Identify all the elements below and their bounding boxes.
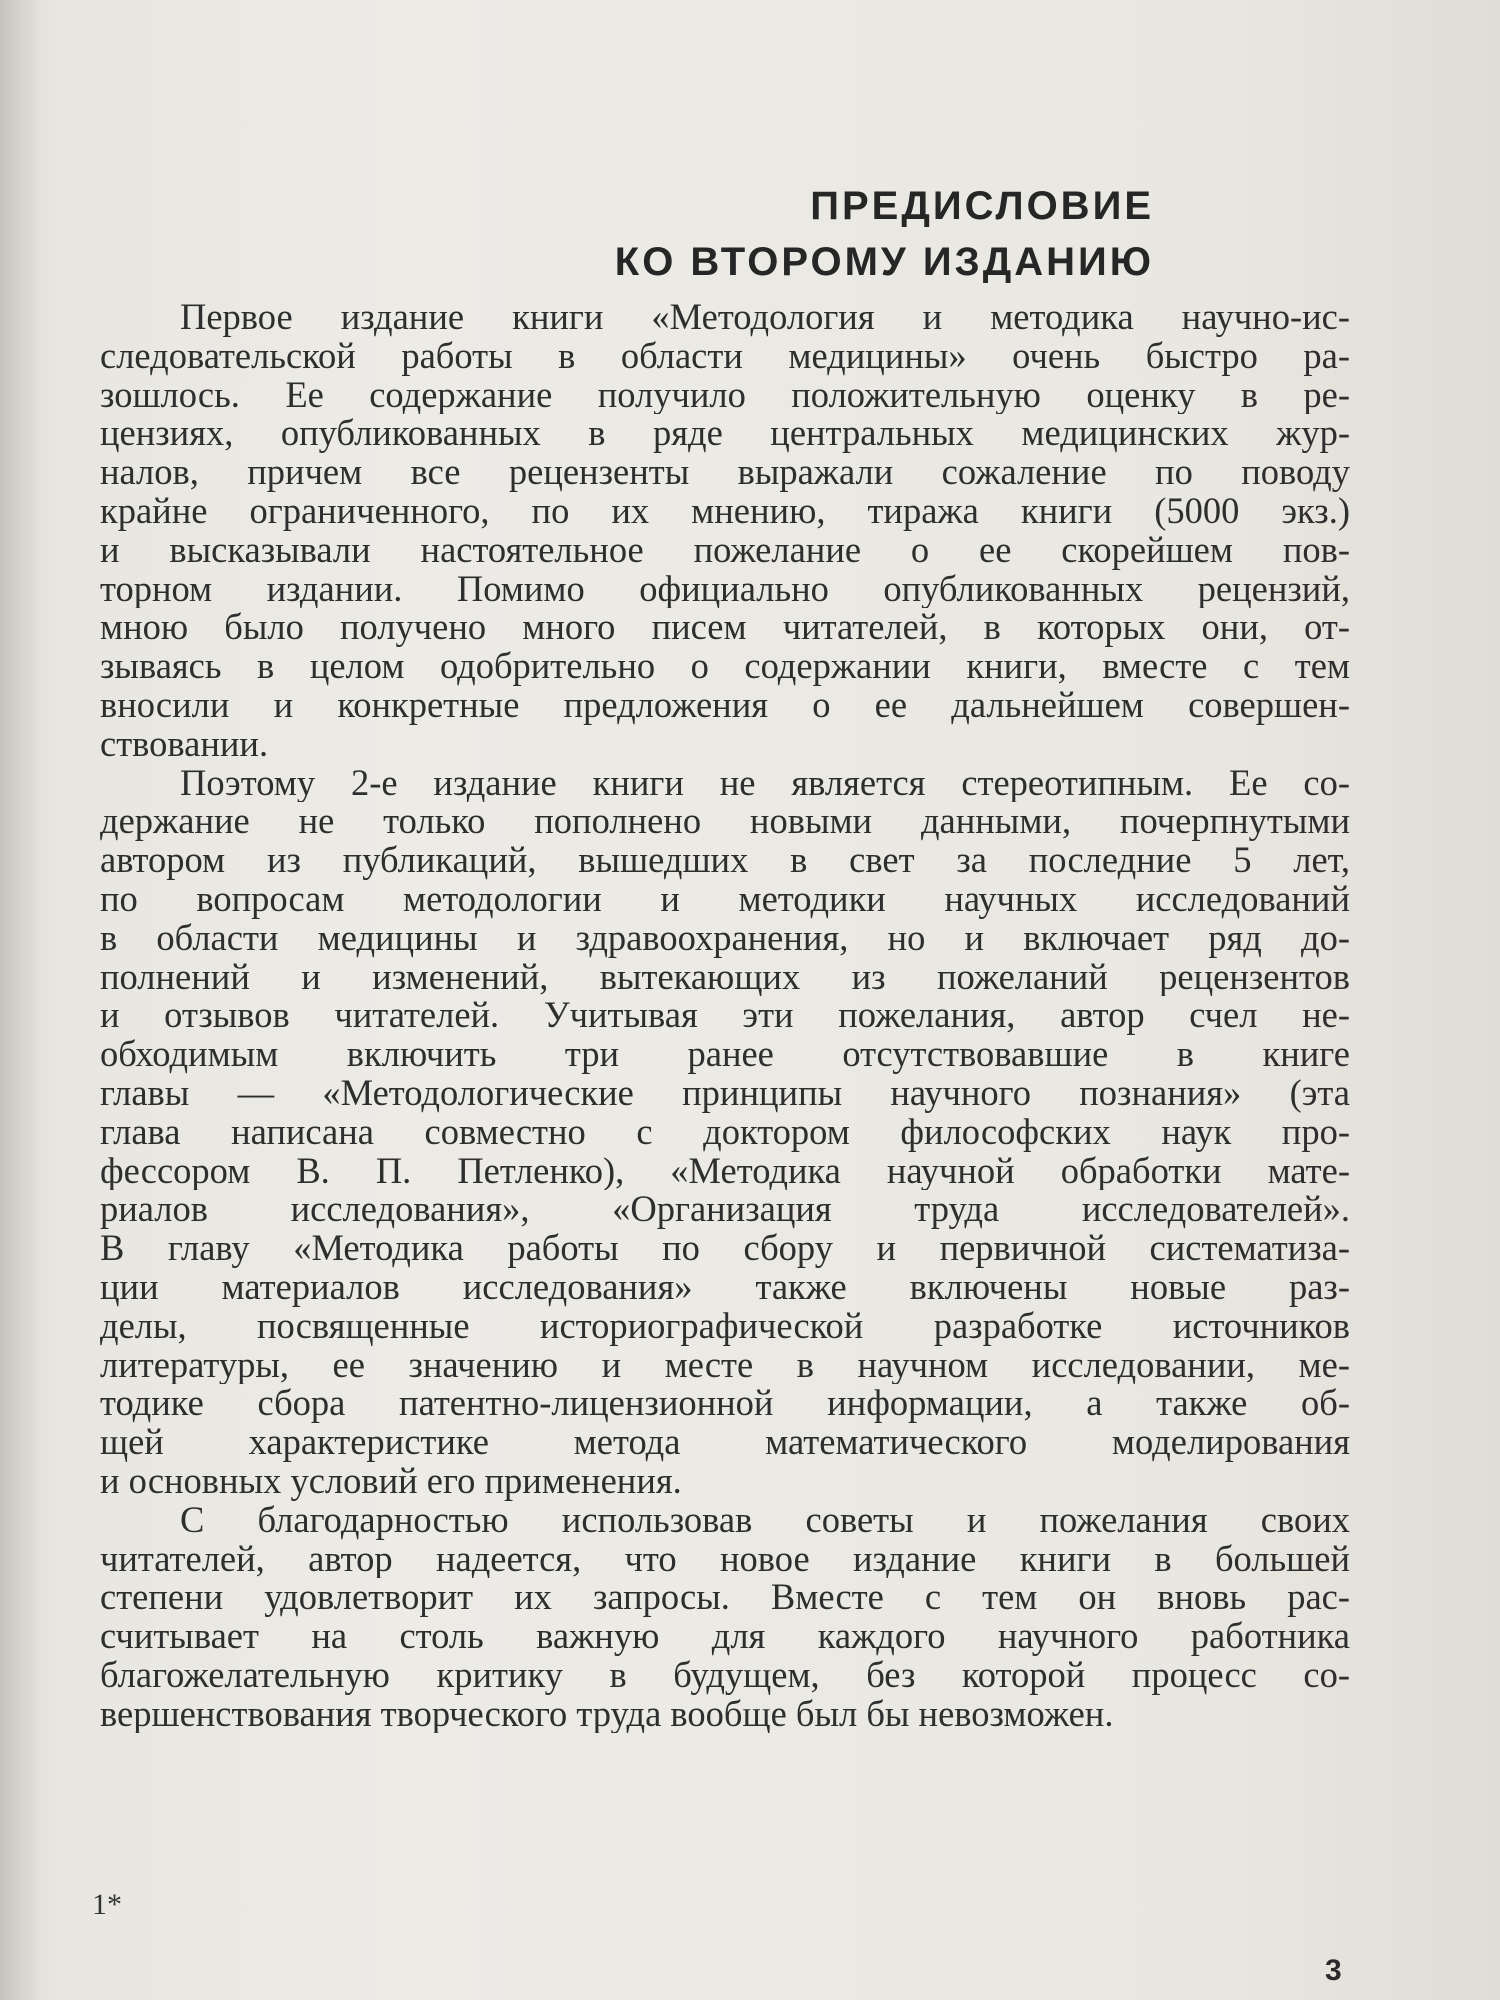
- text-line: литературы, ее значению и месте в научном исследовании, ме-: [100, 1345, 1350, 1385]
- text-line: держание не только пополнено новыми данными, почерпнутыми: [100, 802, 1350, 842]
- text-line: автором из публикаций, вышедших в свет за последние 5 лет,: [100, 841, 1350, 880]
- paragraph: [100, 764, 1350, 1501]
- text-line: и основных условий его применения.: [100, 1461, 682, 1501]
- text-line: в области медицины и здравоохранения, но и включает ряд до-: [100, 918, 1350, 958]
- gutter-shadow: [0, 0, 40, 2000]
- text-line: Первое издание книги «Методология и методика научно-ис-: [180, 298, 1350, 337]
- text-line: читателей, автор надеется, что новое издание книги в большей: [100, 1539, 1350, 1579]
- text-line: считывает на столь важную для каждого научного работника: [100, 1617, 1350, 1656]
- text-line: торном издании. Помимо официально опубликованных рецензий,: [100, 569, 1350, 609]
- signature-mark: 1*: [92, 1888, 122, 1921]
- text-line: ствовании.: [100, 724, 269, 764]
- page-number: 3: [1325, 1954, 1342, 1987]
- text-line: благожелательную критику в будущем, без которой процесс со-: [100, 1655, 1350, 1695]
- text-line: В главу «Методика работы по сбору и первичной систематиза-: [100, 1229, 1350, 1268]
- text-line: вносили и конкретные предложения о ее дальнейшем совершен-: [100, 685, 1350, 725]
- text-line: налов, причем все рецензенты выражали сожаление по поводу: [100, 453, 1350, 492]
- text-line: и отзывов читателей. Учитывая эти пожелания, автор счел не-: [100, 996, 1350, 1036]
- title-line-2: КО ВТОРОМУ ИЗДАНИЮ: [614, 240, 1154, 284]
- text-line: Поэтому 2-е издание книги не является стереотипным. Ее со-: [180, 763, 1350, 803]
- page-title: [615, 178, 1154, 290]
- text-line: крайне ограниченного, по их мнению, тиража книги (5000 экз.): [100, 491, 1350, 531]
- text-line: глава написана совместно с доктором философских наук про-: [100, 1112, 1350, 1152]
- title-line-1: ПРЕДИСЛОВИЕ: [810, 184, 1154, 228]
- text-line: и высказывали настоятельное пожелание о ее скорейшем пов-: [100, 530, 1350, 570]
- text-line: риалов исследования», «Организация труда исследователей».: [100, 1190, 1350, 1230]
- text-line: ции материалов исследования» также включены новые раз-: [100, 1267, 1350, 1307]
- text-line: зошлось. Ее содержание получило положительную оценку в ре-: [100, 375, 1350, 415]
- text-line: делы, посвященные историографической разработке источников: [100, 1306, 1350, 1346]
- text-line: следовательской работы в области медицины» очень быстро ра-: [100, 336, 1350, 376]
- text-line: обходимым включить три ранее отсутствовавшие в книге: [100, 1035, 1350, 1074]
- text-line: степени удовлетворит их запросы. Вместе с тем он вновь рас-: [100, 1578, 1350, 1618]
- text-line: щей характеристике метода математического моделирования: [100, 1423, 1350, 1462]
- text-line: главы — «Методологические принципы научного познания» (эта: [100, 1073, 1350, 1113]
- text-line: зываясь в целом одобрительно о содержании книги, вместе с тем: [100, 647, 1350, 686]
- text-line: С благодарностью использовав советы и пожелания своих: [180, 1500, 1350, 1540]
- text-line: мною было получено много писем читателей, в которых они, от-: [100, 608, 1350, 648]
- text-line: тодике сбора патентно-лицензионной информации, а также об-: [100, 1384, 1350, 1424]
- paragraph: [100, 1501, 1350, 1734]
- paragraph: [100, 298, 1350, 764]
- text-line: цензиях, опубликованных в ряде центральных медицинских жур-: [100, 414, 1350, 454]
- text-line: фессором В. П. Петленко), «Методика научной обработки мате-: [100, 1151, 1350, 1191]
- text-line: по вопросам методологии и методики научных исследований: [100, 879, 1350, 919]
- text-line: полнений и изменений, вытекающих из пожеланий рецензентов: [100, 957, 1350, 997]
- text-line: вершенствования творческого труда вообще был бы невозможен.: [100, 1694, 1114, 1734]
- body-text: [100, 298, 1350, 1733]
